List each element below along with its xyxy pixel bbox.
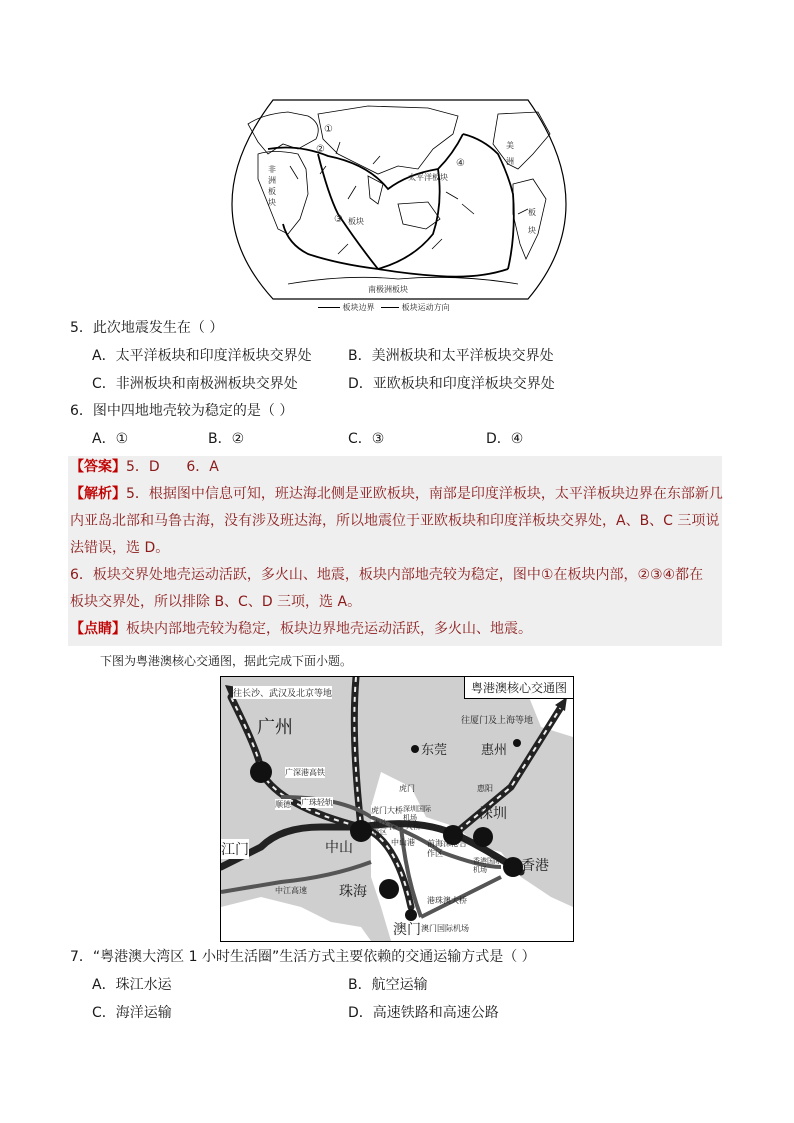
label-jiangmen: 江门 <box>221 839 249 859</box>
map-label-antarctic-plate: 南极洲板块 <box>368 285 408 294</box>
label-sz-airport: 深圳国际机场 <box>403 805 431 822</box>
q5-option-b[interactable]: B．美洲板块和太平洋板块交界处 <box>348 348 554 364</box>
world-map-svg <box>228 94 570 312</box>
q7-option-d[interactable]: D．高速铁路和高速公路 <box>348 1005 499 1021</box>
legend-direction-label: 板块运动方向 <box>401 303 450 312</box>
analysis-text-1: 5．根据图中信息可知，班达海北侧是亚欧板块，南部是印度洋板块，太平洋板块边界在东部新几 <box>126 486 723 502</box>
map-label-char: 洲 <box>268 176 276 185</box>
label-to-north: 往长沙、武汉及北京等地 <box>233 686 332 699</box>
map-label-marker-1: ① <box>324 124 333 135</box>
map-label-pacific-plate: 太平洋板块 <box>408 173 448 182</box>
map-label-char: 美 <box>506 141 514 150</box>
map-label-america <box>506 138 514 170</box>
q5-stem: 5．此次地震发生在（ ） <box>70 320 224 336</box>
label-huizhou: 惠州 <box>481 743 508 758</box>
q5-option-c[interactable]: C．非洲板块和南极洲板块交界处 <box>92 376 298 392</box>
q6-option-c[interactable]: C．③ <box>348 431 385 447</box>
label-dongguan: 东莞 <box>421 743 448 758</box>
q6-analysis-line-1: 6．板块交界处地壳运动活跃，多火山、地震，板块内部地壳较为稳定，图中①在板块内部，②③④都在 <box>70 567 704 583</box>
q5-option-a[interactable]: A．太平洋板块和印度洋板块交界处 <box>92 348 312 364</box>
q7-option-b[interactable]: B．航空运输 <box>348 977 428 993</box>
map-label-char: 块 <box>528 226 536 235</box>
map-label-marker-2: ② <box>316 144 325 155</box>
traffic-map <box>220 676 574 942</box>
label-zhongjiang: 中江高速 <box>275 886 307 895</box>
label-humen-bridge: 虎门大桥 <box>371 806 403 815</box>
label-shenzhong: 深中大桥 <box>389 822 421 831</box>
traffic-intro: 下图为粤港澳核心交通图，据此完成下面小题。 <box>100 654 353 668</box>
label-zhuhai: 珠海 <box>339 884 367 900</box>
label-guangshen: 广深港高铁 <box>285 768 325 777</box>
analysis-line-2: 内亚岛北部和马鲁古海，没有涉及班达海，所以地震位于亚欧板块和印度洋板块交界处，A、B、C 三项说 <box>70 513 720 529</box>
world-plate-map <box>228 94 570 312</box>
label-macau-airport: 澳门国际机场 <box>421 924 469 933</box>
map-label-char: 板 <box>528 208 536 217</box>
map-label-plate-3: 板块 <box>348 217 364 226</box>
label-qianhai: 前海深港合作区 <box>427 839 467 858</box>
label-hzm: 港珠澳大桥 <box>427 896 467 905</box>
world-map-legend <box>318 302 450 313</box>
label-macau: 澳门 <box>393 922 421 938</box>
traffic-map-title: 粤港澳核心交通图 <box>464 677 573 699</box>
answer-text: 5．D 6．A <box>126 459 219 475</box>
q6-stem: 6．图中四地地壳较为稳定的是（ ） <box>70 403 294 419</box>
q6-option-d[interactable]: D．④ <box>486 431 524 447</box>
legend-boundary-label: 板块边界 <box>342 303 375 312</box>
label-shenzhen: 深圳 <box>479 806 507 822</box>
analysis-tag: 【解析】 <box>70 486 126 502</box>
label-shunde: 顺德 <box>275 800 291 809</box>
label-humen: 虎门 <box>399 784 415 793</box>
map-label-char: 非 <box>268 165 276 174</box>
map-label-char: 洲 <box>506 157 514 166</box>
label-hk-airport: 香港国际机场 <box>473 857 501 874</box>
analysis-line-3: 法错误，选 D。 <box>70 540 170 556</box>
label-hongkong: 香港 <box>521 858 549 874</box>
label-zhongshan: 中山 <box>325 840 353 856</box>
analysis-line-1 <box>70 481 723 508</box>
q5-option-d[interactable]: D．亚欧板块和印度洋板块交界处 <box>348 376 555 392</box>
label-guangzhu: 广珠轻轨 <box>301 798 333 807</box>
label-huiyang: 惠阳 <box>477 784 493 793</box>
map-label-africa-plate <box>268 164 278 208</box>
map-label-marker-3: ③ <box>334 214 343 225</box>
label-to-xiamen: 往厦门及上海等地 <box>461 716 534 726</box>
q6-analysis-line-2: 板块交界处，所以排除 B、C、D 三项，选 A。 <box>70 594 362 610</box>
tip-text: 板块内部地壳较为稳定，板块边界地壳运动活跃，多火山、地震。 <box>126 621 532 637</box>
q7-stem: 7．“粤港澳大湾区 1 小时生活圈”生活方式主要依赖的交通运输方式是（ ） <box>70 949 536 965</box>
map-label-marker-4: ④ <box>456 158 465 169</box>
answer-tag: 【答案】 <box>70 459 126 475</box>
q7-option-a[interactable]: A．珠江水运 <box>92 977 172 993</box>
map-label-char: 块 <box>268 198 276 207</box>
q6-option-b[interactable]: B．② <box>208 431 245 447</box>
answer-line <box>70 454 219 481</box>
label-nansha: 南沙新区 <box>373 819 387 836</box>
q7-option-c[interactable]: C．海洋运输 <box>92 1005 172 1021</box>
map-label-plate-right <box>528 204 536 240</box>
label-zs-port: 中山港 <box>391 838 415 847</box>
tip-line <box>70 616 532 643</box>
label-guangzhou: 广州 <box>257 717 293 738</box>
map-label-char: 板 <box>268 187 276 196</box>
q6-option-a[interactable]: A．① <box>92 431 129 447</box>
tip-tag: 【点睛】 <box>70 621 126 637</box>
